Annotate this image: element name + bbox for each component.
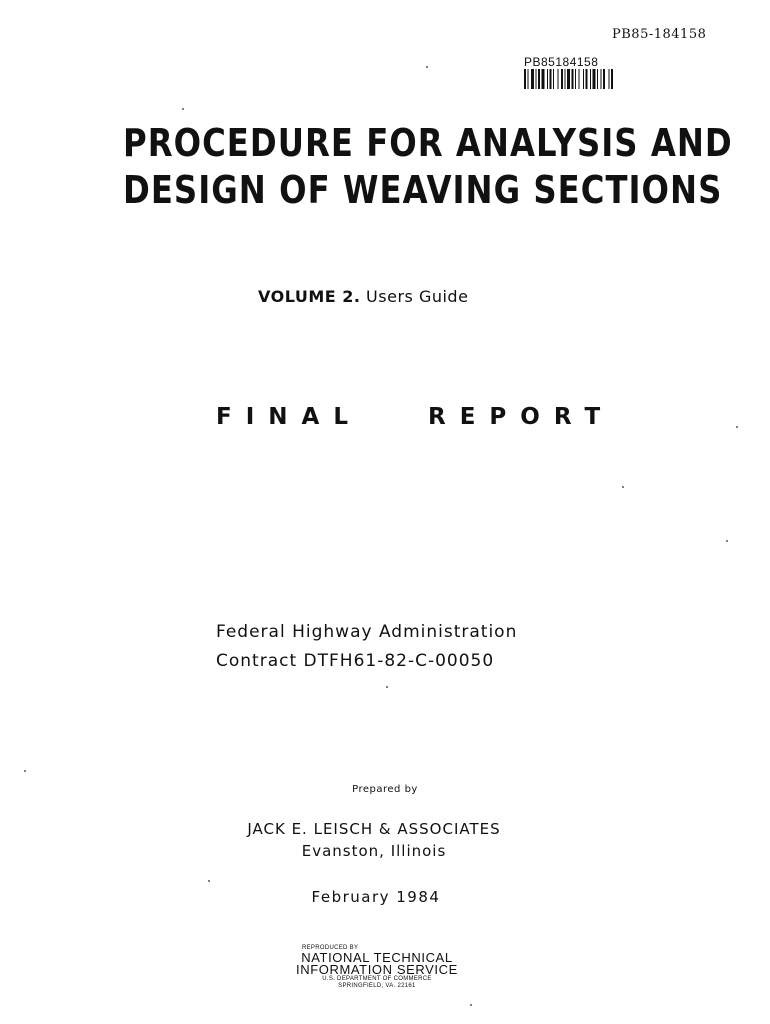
scan-speck [208,880,210,882]
ntis-reproduced-by: REPRODUCED BY [302,945,359,951]
report-date: February 1984 [311,888,441,906]
ntis-department: U.S. DEPARTMENT OF COMMERCE [322,976,432,982]
preparer-location: Evanston, Illinois [301,842,447,860]
accession-number: PB85-184158 [612,27,707,42]
barcode [524,56,628,89]
volume-label: VOLUME 2. [258,287,361,306]
scan-speck [24,770,26,772]
scan-speck [386,686,388,688]
title-line-2: DESIGN OF WEAVING SECTIONS [123,168,723,212]
preparer-firm: JACK E. LEISCH & ASSOCIATES [247,820,501,838]
scan-speck [182,108,184,110]
ntis-name-line-1: NATIONAL TECHNICAL [301,950,453,965]
scan-speck [470,1004,472,1006]
contract-number: Contract DTFH61-82-C-00050 [216,651,495,671]
barcode-icon [524,69,628,89]
agency-name: Federal Highway Administration [216,622,518,642]
scan-speck [726,540,728,542]
volume-subtitle: Users Guide [366,287,469,306]
volume-heading [258,287,468,306]
prepared-by-label: Prepared by [352,784,418,795]
ntis-stamp [296,945,458,990]
scan-speck [426,66,428,68]
document-title [123,120,733,214]
preparer-block [0,818,748,862]
ntis-address: SPRINGFIELD, VA. 22161 [338,983,416,989]
scan-speck [736,426,738,428]
scan-speck [622,486,624,488]
report-type: FINAL REPORT [216,404,615,430]
title-line-1: PROCEDURE FOR ANALYSIS AND [123,121,733,165]
ntis-name-line-2: INFORMATION SERVICE [296,962,458,977]
agency-block [216,618,517,676]
barcode-label: PB85184158 [524,55,599,69]
